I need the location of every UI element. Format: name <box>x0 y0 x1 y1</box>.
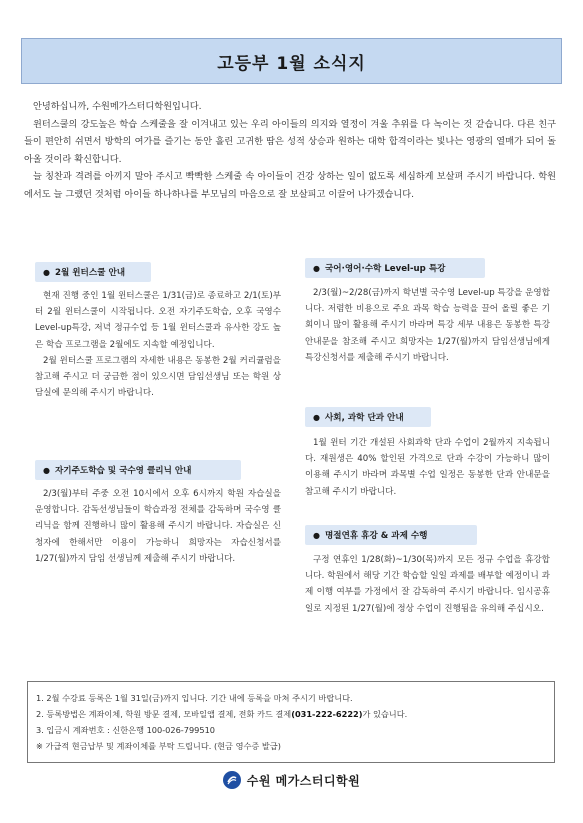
payment-notes-box <box>27 681 555 763</box>
winter-school-body <box>35 288 281 401</box>
section-paragraph: 현재 진행 중인 1월 윈터스쿨은 1/31(금)로 종료하고 2/1(토)부터 2월 윈터스쿨이 시작됩니다. 오전 자기주도학습, 오후 국영수 Level-up특강, 저녁 정규수업 등 1월 윈터스쿨과 유사한 강도 높은 학습 프로그램을 2월에도 지속할 예정입니다. <box>35 291 281 350</box>
intro-letter <box>24 98 556 204</box>
holiday-heading <box>305 525 477 545</box>
note-line: 3. 입금시 계좌번호 : 신한은행 100-026-799510 <box>36 725 216 735</box>
bullet-icon: ● <box>313 263 320 273</box>
section-paragraph: 2/3(월)~2/28(금)까지 학년별 국수영 Level-up 특강을 운영합니다. 저렴한 비용으로 주요 과목 학습 능력을 끌어 올릴 좋은 기회이니 많이 활용해 주시기 바라며 특강 세부 내용은 동봉한 특강 안내문을 참조해 주시고 희망자는 1/27(월)까지 담임선생님에게 특강신청서를 제출해 주시기 바랍니다. <box>305 288 550 363</box>
note-text: 가 있습니다. <box>362 709 408 719</box>
note-line: ※ 가급적 현금납부 및 계좌이체를 부탁 드립니다. (현금 영수증 발급) <box>36 741 281 751</box>
bullet-icon: ● <box>313 412 320 422</box>
footer <box>0 769 583 791</box>
social-science-heading <box>305 407 431 427</box>
levelup-heading <box>305 258 485 278</box>
section-paragraph: 1월 윈터 기간 개설된 사회과학 단과 수업이 2월까지 지속됩니다. 재원생은 40% 할인된 가격으로 단과 수강이 가능하니 많이 이용해 주시기 바라며 과목별 수업 일정은 동봉한 단과 안내문을 참고해 주시기 바랍니다. <box>305 438 550 497</box>
section-heading-label: 2월 윈터스쿨 안내 <box>54 268 126 278</box>
academy-logo-icon <box>223 771 241 789</box>
section-paragraph: 2월 윈터스쿨 프로그램의 자세한 내용은 동봉한 2월 커리큘럼을 참고해 주시고 더 궁금한 점이 있으시면 담임선생님 또는 학원 상담실에 문의해 주시기 바랍니다. <box>35 355 281 399</box>
clinic-heading <box>35 460 241 480</box>
section-paragraph: 구정 연휴인 1/28(화)~1/30(목)까지 모든 정규 수업을 휴강합니다. 학원에서 해당 기간 학습할 일일 과제를 배부할 예정이니 과제 이행 여부를 가정에서 잘 감독하여 주시기 바랍니다. 임시공휴일로 지정된 1/27(월)에 정상 수업이 진행됨을 유의해 주십시오. <box>305 555 550 614</box>
bullet-icon: ● <box>313 530 320 540</box>
newsletter-title-banner <box>21 38 562 84</box>
levelup-body <box>305 285 550 366</box>
section-heading-label: 국어·영어·수학 Level-up 특강 <box>324 264 446 274</box>
section-heading-label: 사회, 과학 단과 안내 <box>324 413 404 423</box>
bullet-icon: ● <box>43 465 50 475</box>
page-title: 고등부 1월 소식지 <box>217 53 366 74</box>
section-paragraph: 2/3(월)부터 주중 오전 10시에서 오후 6시까지 학원 자습실을 운영합니다. 감독선생님들이 학습과정 전체를 감독하며 국수영 클리닉을 함께 진행하니 많이 활용해 주시기 바랍니다. 자습실은 신청자에 한해서만 이용이 가능하니 희망자는 자습신청서를 1/27(월)까지 담임 선생님께 제출해 주시기 바랍니다. <box>35 489 281 564</box>
bullet-icon: ● <box>43 267 50 277</box>
note-text: 2. 등록방법은 계좌이체, 학원 방문 결제, 모바일앱 결제, 전화 카드 결제 <box>36 709 292 719</box>
note-line: 1. 2월 수강료 등록은 1월 31일(금)까지 입니다. 기간 내에 등록을 마쳐 주시기 바랍니다. <box>36 693 353 703</box>
section-heading-label: 자기주도학습 및 국수영 클리닉 안내 <box>54 466 192 476</box>
section-heading-label: 명절연휴 휴강 & 과제 수행 <box>324 531 428 541</box>
winter-school-heading <box>35 262 151 282</box>
intro-paragraph: 윈터스쿨의 강도높은 학습 스케줄을 잘 이겨내고 있는 우리 아이들의 의지와 열정이 겨울 추위를 다 녹이는 것 같습니다. 다른 친구들이 편안히 쉬면서 방학의 여가를 즐기는 동안 흘린 고귀한 땀은 성적 상승과 원하는 대학 합격이라는 빛나는 영광의 열매가 되어 돌아올 것이라 확신합니다. <box>24 118 556 165</box>
academy-name: 수원 메가스터디학원 <box>246 773 361 788</box>
social-science-body <box>305 435 550 500</box>
holiday-body <box>305 552 550 617</box>
note-line <box>36 706 546 722</box>
clinic-body <box>35 486 281 567</box>
intro-paragraph: 늘 칭찬과 격려를 아끼지 말아 주시고 빡빡한 스케줄 속 아이들이 건강 상하는 일이 없도록 세심하게 보살펴 주시기 바랍니다. 학원에서도 늘 그랬던 것처럼 아이들 하나하나를 부모님의 마음으로 잘 보살피고 이끌어 나가겠습니다. <box>24 171 556 200</box>
phone-number: (031-222-6222) <box>291 709 363 719</box>
intro-greeting: 안녕하십니까, 수원메가스터디학원입니다. <box>33 101 202 112</box>
